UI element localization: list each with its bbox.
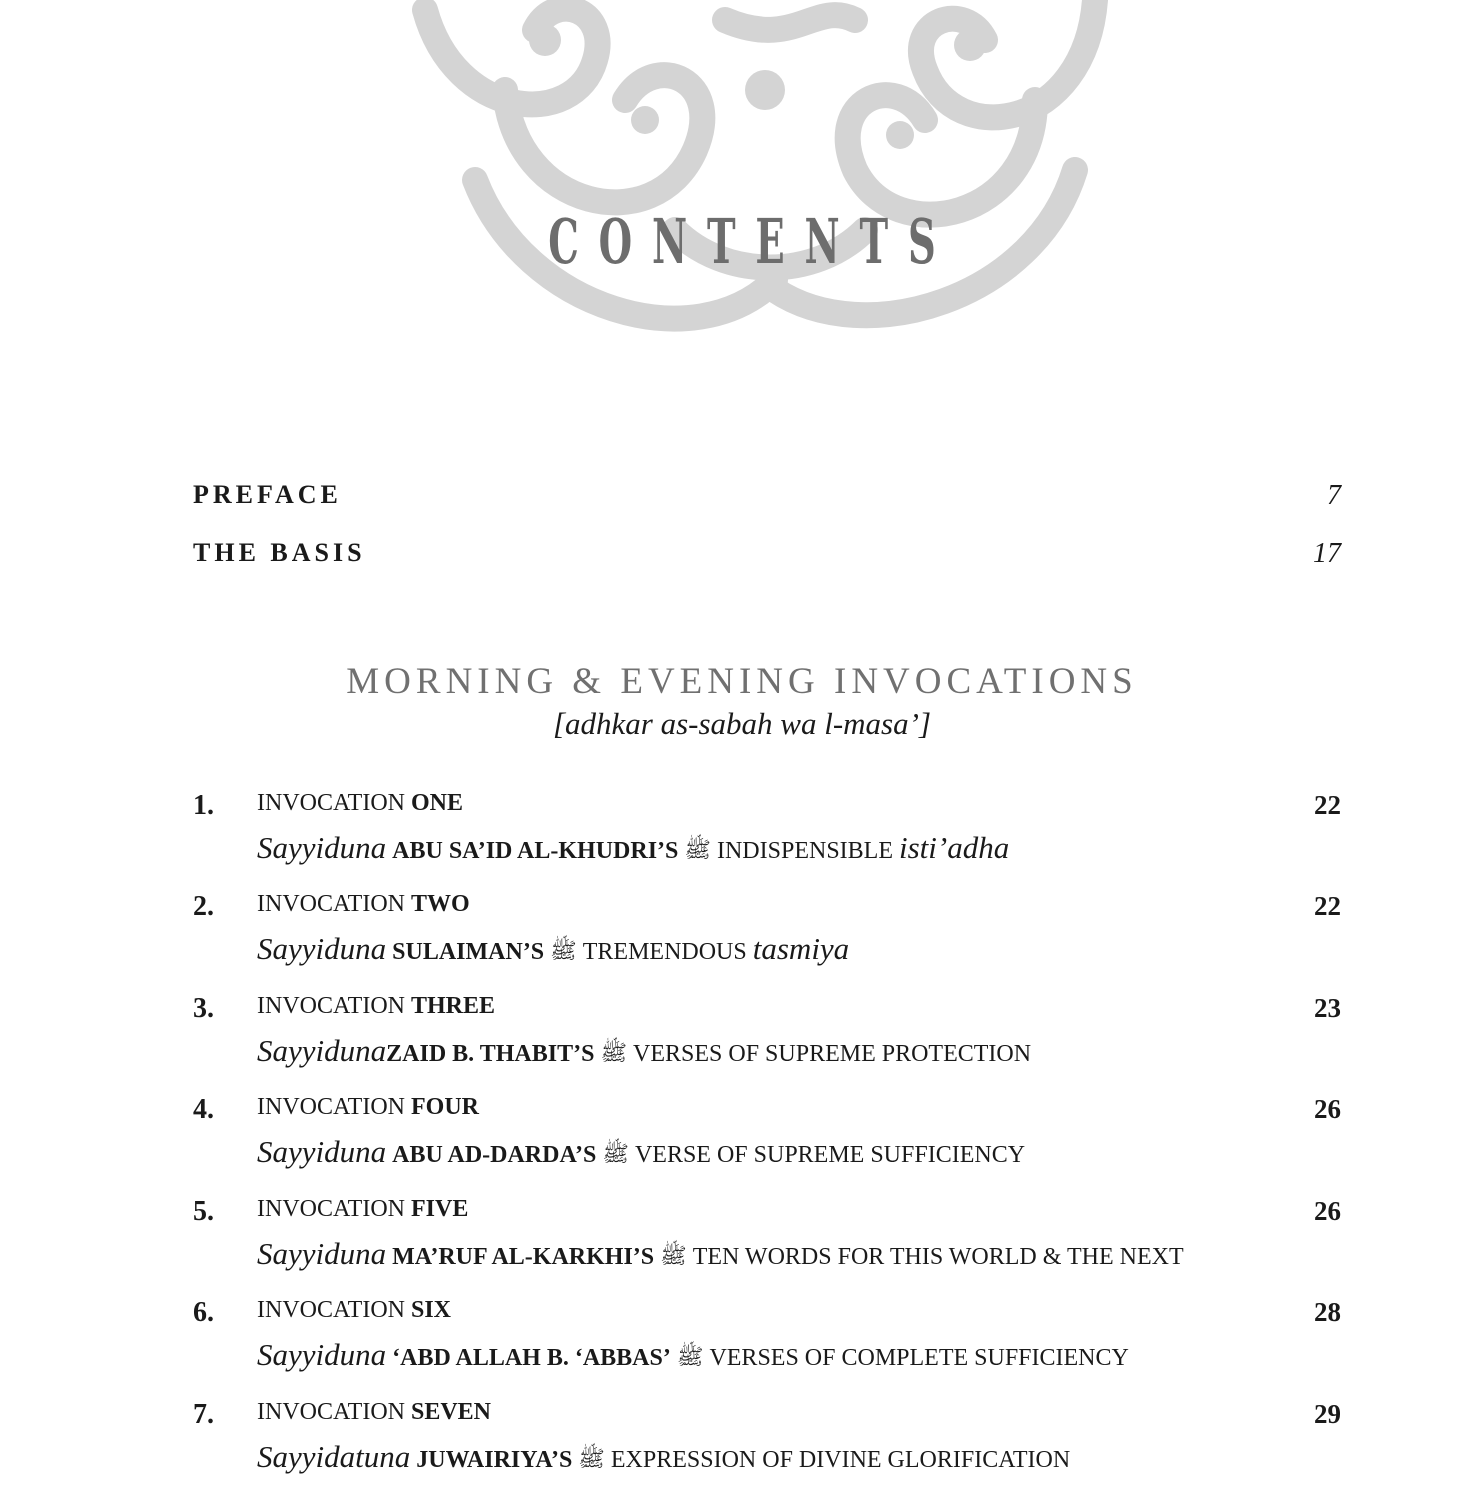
entry-page: 28 xyxy=(1314,1297,1341,1327)
entry-subtitle: SayyidunaZAID B. THABIT’S ﷺ VERSES OF SUPREME PROTECTION xyxy=(257,1033,1031,1071)
honorific-glyph-icon: ﷺ xyxy=(660,1243,687,1269)
entry-number: 1. xyxy=(193,790,214,821)
front-matter-label: THE BASIS xyxy=(193,538,366,567)
entry-title: INVOCATION FIVE xyxy=(257,1196,469,1222)
entry-title: INVOCATION SIX xyxy=(257,1297,452,1323)
toc-entry[interactable] xyxy=(193,1094,1341,1184)
front-matter-label: PREFACE xyxy=(193,480,342,509)
toc-entry[interactable] xyxy=(193,891,1341,981)
entry-number: 7. xyxy=(193,1399,214,1430)
honorific-glyph-icon: ﷺ xyxy=(550,938,577,964)
honorific-glyph-icon: ﷺ xyxy=(684,837,711,863)
entry-title: INVOCATION ONE xyxy=(257,790,463,816)
entry-number: 4. xyxy=(193,1094,214,1125)
entry-title: INVOCATION THREE xyxy=(257,993,496,1019)
entry-subtitle: Sayyiduna ABU AD-DARDA’S ﷺ VERSE OF SUPREME SUFFICIENCY xyxy=(257,1134,1025,1172)
entry-number: 6. xyxy=(193,1297,214,1328)
entry-page: 26 xyxy=(1314,1094,1341,1124)
toc-entry[interactable] xyxy=(193,790,1341,880)
entry-number: 2. xyxy=(193,891,214,922)
toc-entry[interactable] xyxy=(193,1399,1341,1489)
toc-entry[interactable] xyxy=(193,1297,1341,1387)
entry-subtitle: Sayyidatuna JUWAIRIYA’S ﷺ EXPRESSION OF DIVINE GLORIFICATION xyxy=(257,1439,1070,1477)
entry-subtitle: Sayyiduna ‘ABD ALLAH B. ‘ABBAS’ ﷺ VERSES OF COMPLETE SUFFICIENCY xyxy=(257,1337,1129,1375)
entry-subtitle: Sayyiduna MA’RUF AL-KARKHI’S ﷺ TEN WORDS FOR THIS WORLD & THE NEXT xyxy=(257,1236,1184,1274)
honorific-glyph-icon: ﷺ xyxy=(578,1446,605,1472)
toc-entry[interactable] xyxy=(193,993,1341,1083)
front-matter-page: 17 xyxy=(1313,538,1341,569)
entry-number: 5. xyxy=(193,1196,214,1227)
entry-page: 29 xyxy=(1314,1399,1341,1429)
entry-title: INVOCATION TWO xyxy=(257,891,470,917)
honorific-glyph-icon: ﷺ xyxy=(676,1344,704,1370)
entry-page: 26 xyxy=(1314,1196,1341,1226)
section-subheading: [adhkar as-sabah wa l-masa’] xyxy=(552,706,932,741)
page-title: CONTENTS xyxy=(548,205,956,278)
entry-subtitle: Sayyiduna ABU SA’ID AL-KHUDRI’S ﷺ INDISPENSIBLE isti’adha xyxy=(257,830,1009,868)
entry-page: 22 xyxy=(1314,891,1341,921)
front-matter-row[interactable] xyxy=(193,538,1341,578)
decorative-ornament xyxy=(395,0,1135,360)
honorific-glyph-icon: ﷺ xyxy=(602,1141,629,1167)
toc-entry[interactable] xyxy=(193,1196,1341,1286)
front-matter-row[interactable] xyxy=(193,480,1341,520)
entry-page: 22 xyxy=(1314,790,1341,820)
entry-subtitle: Sayyiduna SULAIMAN’S ﷺ TREMENDOUS tasmiya xyxy=(257,931,849,969)
entry-number: 3. xyxy=(193,993,214,1024)
section-heading: MORNING & EVENING INVOCATIONS xyxy=(346,661,1138,702)
honorific-glyph-icon: ﷺ xyxy=(600,1040,628,1066)
entry-title: INVOCATION SEVEN xyxy=(257,1399,492,1425)
entry-page: 23 xyxy=(1314,993,1341,1023)
entry-title: INVOCATION FOUR xyxy=(257,1094,479,1120)
front-matter-page: 7 xyxy=(1327,480,1341,511)
